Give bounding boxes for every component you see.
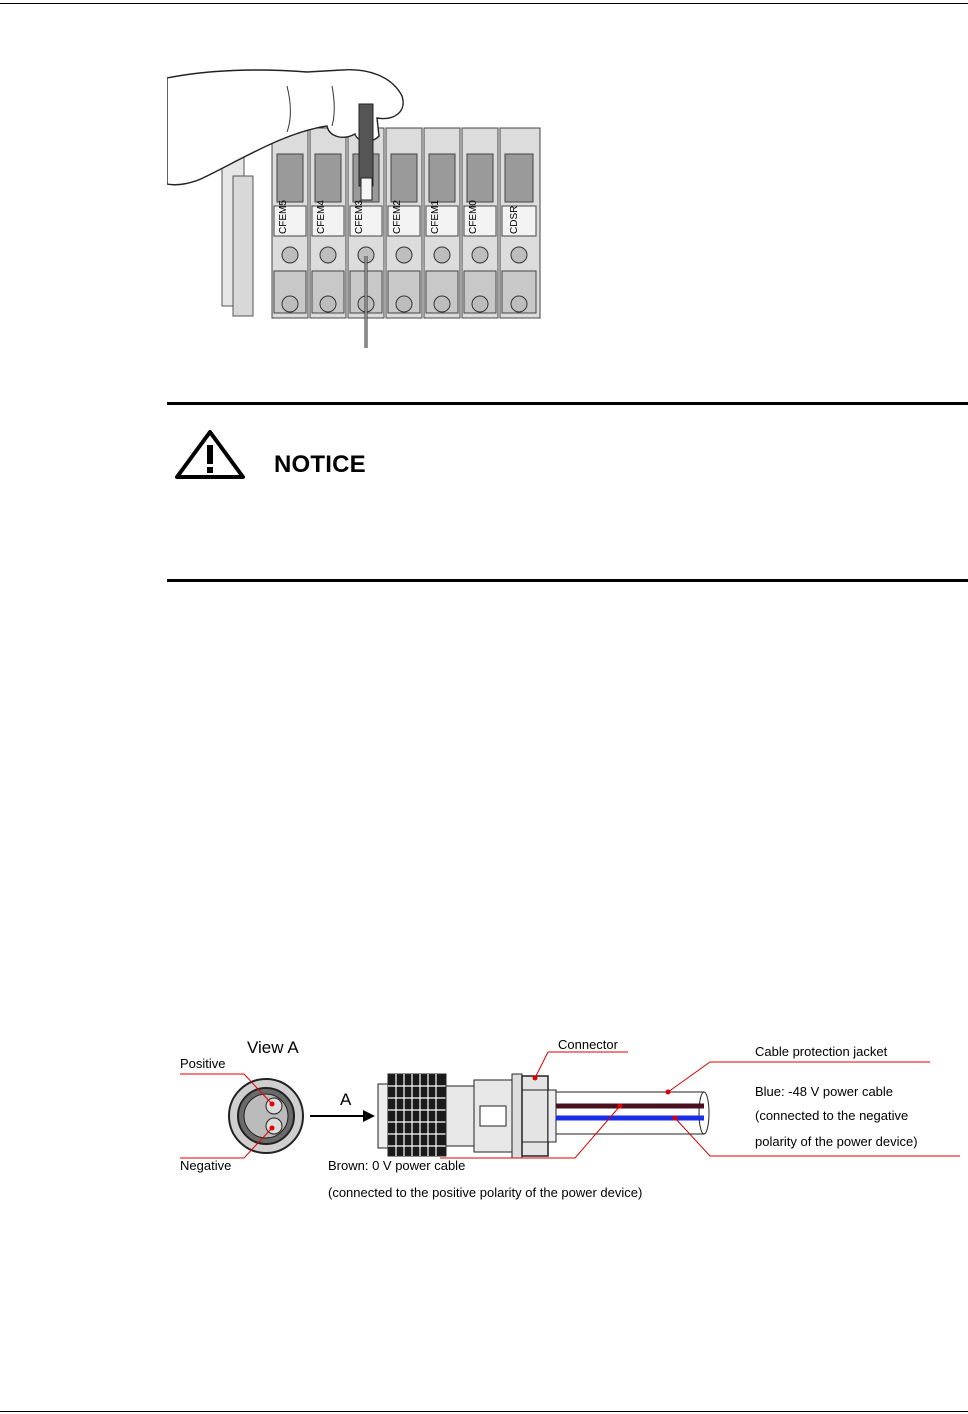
connector-label: Connector xyxy=(558,1037,618,1052)
notice-box xyxy=(167,402,968,582)
negative-label: Negative xyxy=(180,1158,232,1173)
cable-jacket xyxy=(556,1092,704,1134)
blue-cable-line3: polarity of the power device) xyxy=(755,1134,918,1149)
terminal-label: CFEM0 xyxy=(468,200,479,234)
jacket-label: Cable protection jacket xyxy=(755,1044,888,1059)
terminal-label: CFEM4 xyxy=(316,200,327,234)
arrow-a-label: A xyxy=(340,1090,352,1109)
terminal-label: CFEM2 xyxy=(392,200,403,234)
blue-cable-line1: Blue: -48 V power cable xyxy=(755,1084,894,1099)
blue-cable-line2: (connected to the negative xyxy=(755,1108,909,1123)
brown-cable-line2: (connected to the positive polarity of the power device) xyxy=(328,1185,643,1200)
power-connector-figure xyxy=(170,1030,968,1215)
terminal-label: CFEM1 xyxy=(430,200,441,234)
warning-triangle-icon xyxy=(174,429,246,479)
inserted-wire xyxy=(359,104,373,186)
terminal-label: CFEM5 xyxy=(278,200,289,234)
terminal-module xyxy=(500,128,540,318)
terminal-label: CDSR xyxy=(509,205,520,234)
footer-rule xyxy=(0,1411,968,1412)
terminal-block-figure xyxy=(167,66,547,348)
view-a-label: View A xyxy=(247,1038,299,1057)
header-rule xyxy=(0,3,968,4)
terminal-label: CFEM3 xyxy=(354,200,365,234)
positive-label: Positive xyxy=(180,1056,226,1071)
connector-end-view xyxy=(229,1079,303,1153)
connector-body xyxy=(378,1074,556,1158)
notice-title: NOTICE xyxy=(274,451,366,478)
brown-cable-line1: Brown: 0 V power cable xyxy=(328,1158,466,1173)
arrow-icon xyxy=(363,1110,375,1122)
